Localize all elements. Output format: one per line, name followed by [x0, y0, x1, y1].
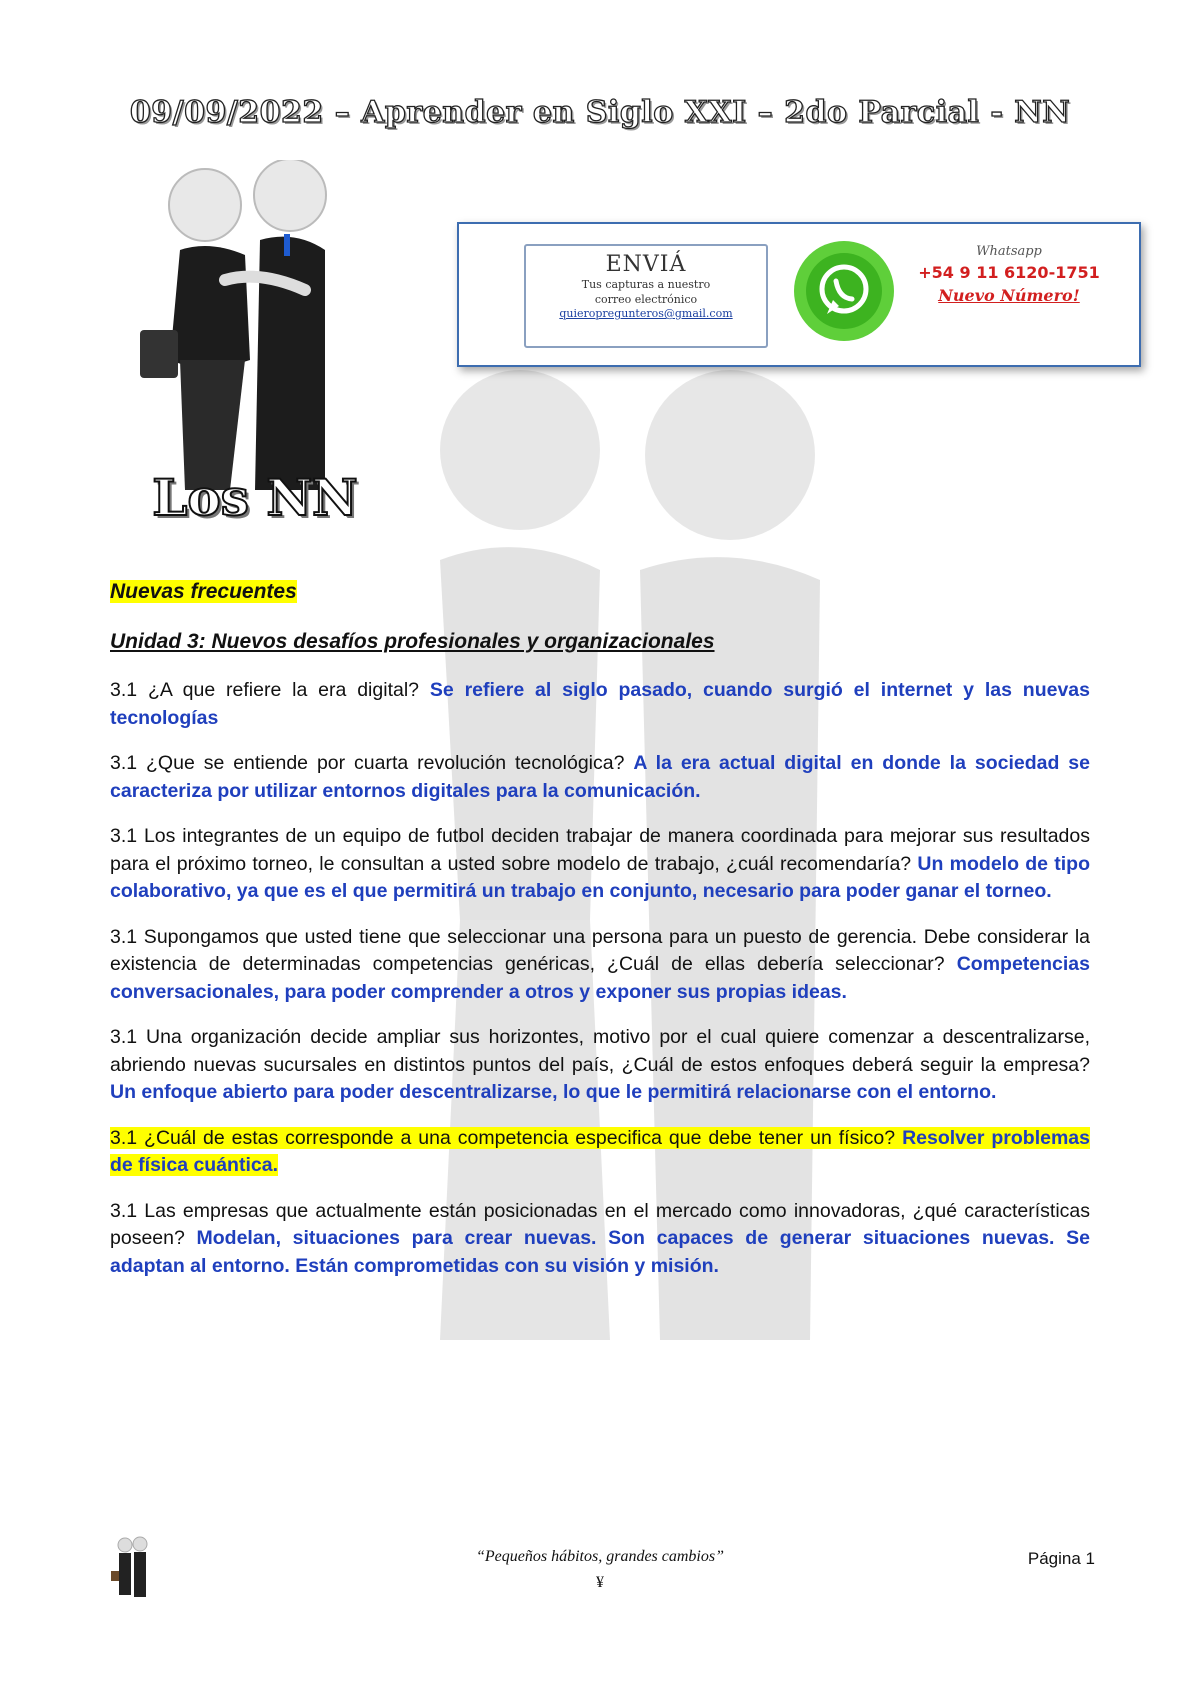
- answer-text: Modelan, situaciones para crear nuevas. Son capaces de generar situaciones nuevas. Se adaptan al entorno. Están comprometidas con su visión y misión.: [110, 1227, 1090, 1277]
- whatsapp-info: [899, 244, 1119, 305]
- send-line-2: correo electrónico: [594, 293, 698, 306]
- answer-text: A la era actual digital en donde la sociedad se caracteriza por utilizar entornos digitales para la comunicación.: [110, 752, 1090, 802]
- whatsapp-icon: [789, 236, 899, 346]
- page-number: Página 1: [1027, 1549, 1095, 1568]
- send-box: [524, 244, 768, 348]
- qa-item: [110, 924, 1090, 1007]
- whatsapp-phone[interactable]: +54 9 11 6120-1751: [918, 263, 1100, 282]
- email-link[interactable]: quieropregunteros@gmail.com: [559, 307, 733, 320]
- question-text: 3.1 ¿Que se entiende por cuarta revolución tecnológica?: [110, 752, 625, 774]
- whatsapp-label: Whatsapp: [976, 244, 1042, 259]
- question-text: 3.1 ¿Cuál de estas corresponde a una competencia especifica que debe tener un físico?: [110, 1126, 896, 1149]
- qa-item: [110, 677, 1090, 732]
- page-title: 09/09/2022 – Aprender en Siglo XXI – 2do Parcial - NN: [129, 95, 1071, 130]
- los-nn-logo-image: [110, 160, 400, 520]
- send-line-1: Tus capturas a nuestro: [581, 278, 711, 291]
- new-number-note: Nuevo Número!: [938, 286, 1080, 305]
- logo-text: Los NN: [152, 468, 358, 527]
- qa-item-highlighted: [110, 1125, 1090, 1180]
- qa-item: [110, 823, 1090, 906]
- unit-title: Unidad 3: Nuevos desafíos profesionales y organizacionales: [110, 629, 715, 653]
- send-title: ENVIÁ: [605, 252, 687, 277]
- footer-quote: “Pequeños hábitos, grandes cambios”: [476, 1548, 724, 1565]
- questions-content: [110, 578, 1090, 1298]
- answer-text: Un enfoque abierto para poder descentralizarse, lo que le permitirá relacionarse con el entorno.: [110, 1081, 997, 1103]
- contact-banner: [457, 222, 1141, 367]
- question-text: 3.1 ¿A que refiere la era digital?: [110, 679, 420, 701]
- question-text: 3.1 Los integrantes de un equipo de futbol deciden trabajar de manera coordinada para mejorar sus resultados para el próximo torneo, le consultan a usted sobre modelo de trabajo, ¿cuál recomendaría?: [110, 825, 1090, 875]
- qa-item: [110, 1198, 1090, 1281]
- footer-symbol: ¥: [596, 1574, 604, 1591]
- section-title: Nuevas frecuentes: [110, 580, 297, 603]
- question-text: 3.1 Una organización decide ampliar sus horizontes, motivo por el cual quiere comenzar a descentralizarse, abriendo nuevas sucursales en distintos puntos del país, ¿Cuál de estos enfoques deberá seguir la empresa?: [110, 1026, 1090, 1076]
- answer-text: Competencias conversacionales, para poder comprender a otros y exponer sus propias ideas.: [110, 953, 1090, 1003]
- answer-text: Un modelo de tipo colaborativo, ya que es el que permitirá un trabajo en conjunto, necesario para poder ganar el torneo.: [110, 852, 1090, 902]
- qa-item: [110, 750, 1090, 805]
- answer-text: Resolver problemas de física cuántica.: [110, 1126, 1090, 1176]
- answer-text: Se refiere al siglo pasado, cuando surgió el internet y las nuevas tecnologías: [110, 679, 1090, 729]
- question-text: 3.1 Las empresas que actualmente están posicionadas en el mercado como innovadoras, ¿qué características poseen?: [110, 1199, 1090, 1249]
- question-text: 3.1 Supongamos que usted tiene que seleccionar una persona para un puesto de gerencia. Debe considerar la existencia de determinadas competencias genéricas, ¿Cuál de ellas debería seleccionar?: [110, 925, 1090, 975]
- qa-item: [110, 1024, 1090, 1107]
